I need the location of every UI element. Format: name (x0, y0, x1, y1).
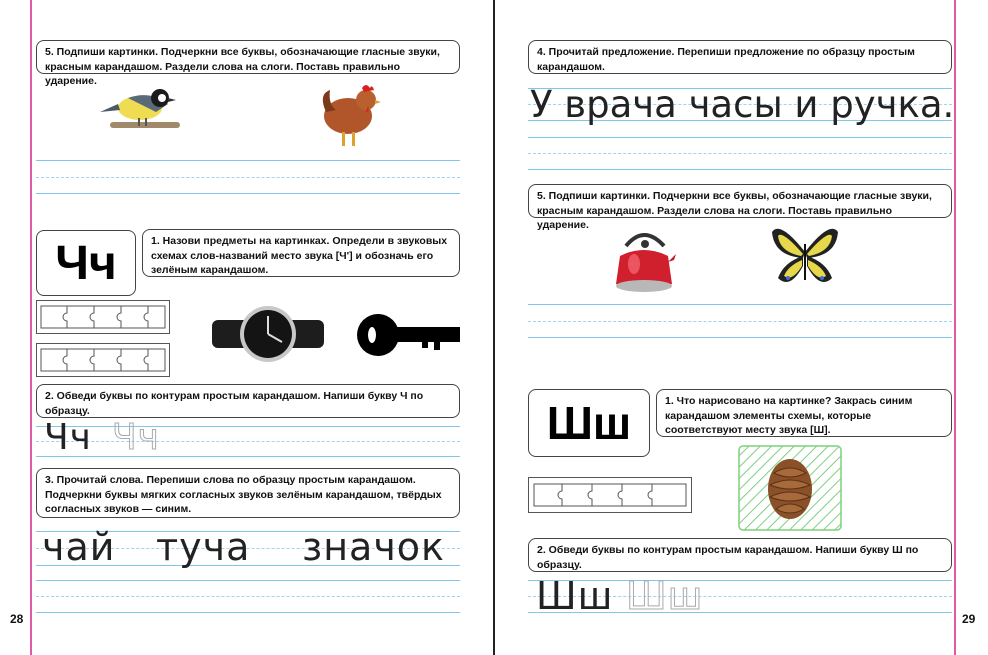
watch-image (212, 304, 324, 364)
left-task5-text: 5. Подпиши картинки. Подчеркни все буквы, обозначающие гласные звуки, красным карандашом. Раздели слова на слоги. Поставь правильно ударение. (45, 46, 440, 88)
titmouse-image (98, 82, 184, 138)
right-rule (528, 153, 952, 154)
right-task2-box (528, 538, 952, 572)
right-task1-text: 1. Что нарисовано на картинке? Закрась синим карандашом элементы схемы, которые соответствуют месту звука [Ш]. (665, 395, 913, 437)
letter-sh: Шш (546, 397, 632, 449)
left-margin-line (30, 0, 32, 655)
pine-cone-image (738, 445, 842, 531)
letter-ch: Чч (55, 236, 117, 290)
kettle-image (612, 226, 676, 296)
right-rule (528, 137, 952, 138)
right-trace-letters: Шш (626, 574, 704, 618)
left-rule (36, 426, 460, 427)
right-rule (528, 304, 952, 305)
right-rule (528, 321, 952, 322)
left-task2-box (36, 384, 460, 418)
page-number-left: 28 (10, 612, 24, 626)
left-rule (36, 193, 460, 194)
key-image (356, 312, 460, 358)
left-rule (36, 580, 460, 581)
left-rule (36, 441, 460, 442)
right-task2-text: 2. Обведи буквы по контурам простым карандашом. Напиши букву Ш по образцу. (537, 544, 919, 571)
right-sample-letters: Шш (536, 574, 614, 618)
word-tucha: туча (156, 525, 251, 569)
right-margin-line (954, 0, 956, 655)
letter-box-sh (528, 389, 650, 457)
page-number-right: 29 (962, 612, 976, 626)
left-sample-letters: Чч (44, 417, 92, 458)
hen-image (318, 80, 382, 150)
left-task5-box (36, 40, 460, 88)
right-rule (528, 169, 952, 170)
sample-sentence: У врача часы и ручка. (530, 83, 955, 126)
butterfly-image (770, 222, 840, 294)
left-rule (36, 177, 460, 178)
right-task4-box (528, 40, 952, 74)
left-task2-text: 2. Обведи буквы по контурам простым карандашом. Напиши букву Ч по образцу. (45, 390, 424, 417)
right-task5-box (528, 184, 952, 232)
sound-schema-key (36, 343, 170, 377)
left-task3-text: 3. Прочитай слова. Перепиши слова по образцу простым карандашом. Подчеркни буквы мягких согласных звуков зелёным карандашом, твёрдых согласных звуков — синим. (45, 474, 442, 516)
sound-schema-watch (36, 300, 170, 334)
left-task1-text: 1. Назови предметы на картинках. Определи в звуковых схемах слов-названий место звука [Ч'] и обозначь его зелёным карандашом. (151, 235, 448, 277)
left-rule (36, 456, 460, 457)
left-rule (36, 612, 460, 613)
left-task3-box (36, 468, 460, 518)
book-spine (493, 0, 495, 655)
right-rule (528, 337, 952, 338)
left-task1-box (142, 229, 460, 277)
left-trace-letters: Чч (112, 417, 160, 458)
right-task1-box (656, 389, 952, 437)
left-rule (36, 160, 460, 161)
left-rule (36, 596, 460, 597)
word-znachok: значок (302, 525, 445, 569)
word-chai: чай (42, 525, 116, 569)
sound-schema-cone (528, 477, 692, 513)
letter-box-ch (36, 230, 136, 296)
right-task5-text: 5. Подпиши картинки. Подчеркни все буквы, обозначающие гласные звуки, красным карандашом. Раздели слова на слоги. Поставь правильно ударение. (537, 190, 932, 232)
right-task4-text: 4. Прочитай предложение. Перепиши предложение по образцу простым карандашом. (537, 46, 915, 73)
